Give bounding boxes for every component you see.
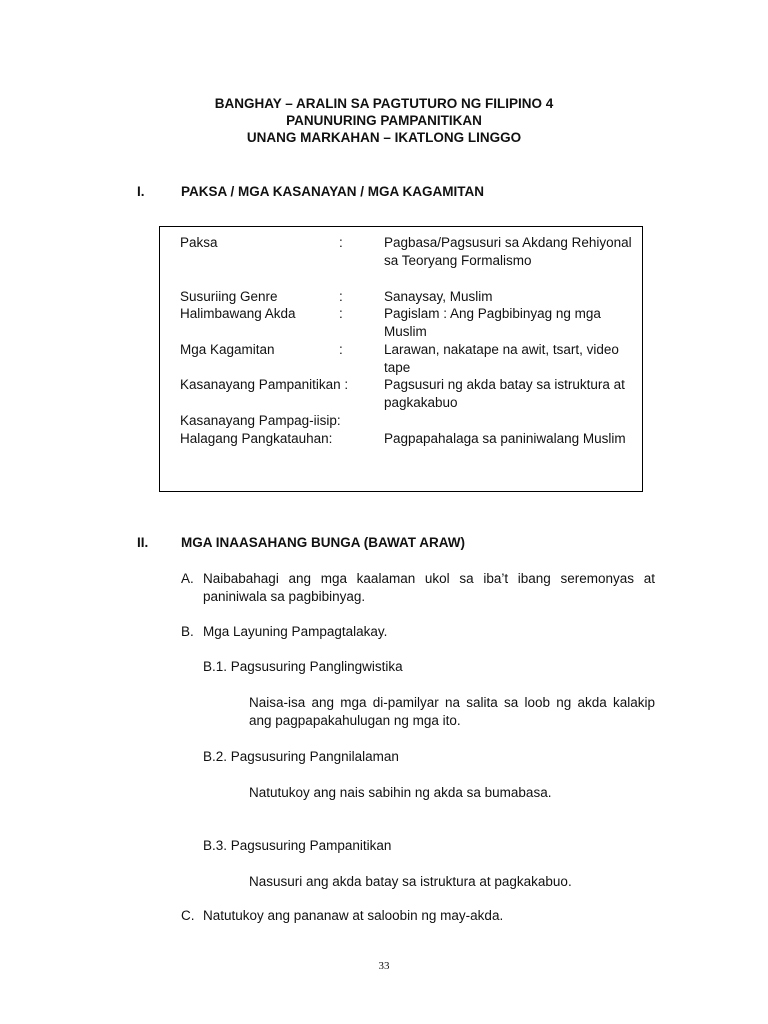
info-label: Halagang Pangkatauhan: <box>180 431 333 446</box>
info-label: Susuriing Genre <box>180 289 278 304</box>
info-label: Mga Kagamitan <box>180 342 275 357</box>
info-colon: : <box>339 342 343 357</box>
doc-title-line-1: BANGHAY – ARALIN SA PAGTUTURO NG FILIPINO 4 <box>214 96 554 111</box>
section-1-number: I. <box>137 184 145 199</box>
info-label: Paksa <box>180 235 218 250</box>
info-value: Sanaysay, Muslim <box>384 289 493 304</box>
section-1-title: PAKSA / MGA KASANAYAN / MGA KAGAMITAN <box>181 184 485 199</box>
objective-a-letter: A. <box>181 571 194 586</box>
objective-b1-text: Naisa-isa ang mga di-pamilyar na salita sa loob ng akda kalakip ang pagpapakahulugan ng mga ito. <box>249 695 655 728</box>
section-2-number: II. <box>137 535 149 550</box>
info-colon: : <box>339 306 343 321</box>
objective-b-text: Mga Layuning Pampagtalakay. <box>203 624 388 639</box>
info-colon: : <box>339 235 343 250</box>
objective-b3-text: Nasusuri ang akda batay sa istruktura at pagkakabuo. <box>249 874 572 889</box>
page-number: 33 <box>378 960 390 972</box>
info-colon: : <box>339 289 343 304</box>
info-value: Pagpapahalaga sa paniniwalang Muslim <box>384 431 626 446</box>
info-value: Larawan, nakatape na awit, tsart, video tape <box>384 342 619 375</box>
section-2-title: MGA INAASAHANG BUNGA (BAWAT ARAW) <box>181 535 465 550</box>
info-value: Pagislam : Ang Pagbibinyag ng mga Muslim <box>384 306 601 339</box>
info-value: Pagsusuri ng akda batay sa istruktura at pagkakabuo <box>384 377 625 410</box>
info-label: Kasanayang Pampanitikan : <box>180 377 349 392</box>
info-label: Halimbawang Akda <box>180 306 296 321</box>
info-value: Pagbasa/Pagsusuri sa Akdang Rehiyonal sa Teoryang Formalismo <box>384 235 632 268</box>
objective-c-text: Natutukoy ang pananaw at saloobin ng may-akda. <box>203 908 504 923</box>
doc-title-line-2: PANUNURING PAMPANITIKAN <box>286 113 482 128</box>
objective-b-letter: B. <box>181 624 194 639</box>
objective-b1-title: B.1. Pagsusuring Panglingwistika <box>203 659 403 674</box>
objective-b3-title: B.3. Pagsusuring Pampanitikan <box>203 838 392 853</box>
objective-c-letter: C. <box>181 908 195 923</box>
objective-b2-title: B.2. Pagsusuring Pangnilalaman <box>203 749 399 764</box>
objective-b2-text: Natutukoy ang nais sabihin ng akda sa bumabasa. <box>249 785 552 800</box>
info-label: Kasanayang Pampag-iisip: <box>180 413 341 428</box>
doc-title-line-3: UNANG MARKAHAN – IKATLONG LINGGO <box>246 130 522 145</box>
objective-a-text: Naibabahagi ang mga kaalaman ukol sa iba’t ibang seremonyas at paniniwala sa pagbibinyag. <box>203 571 655 604</box>
